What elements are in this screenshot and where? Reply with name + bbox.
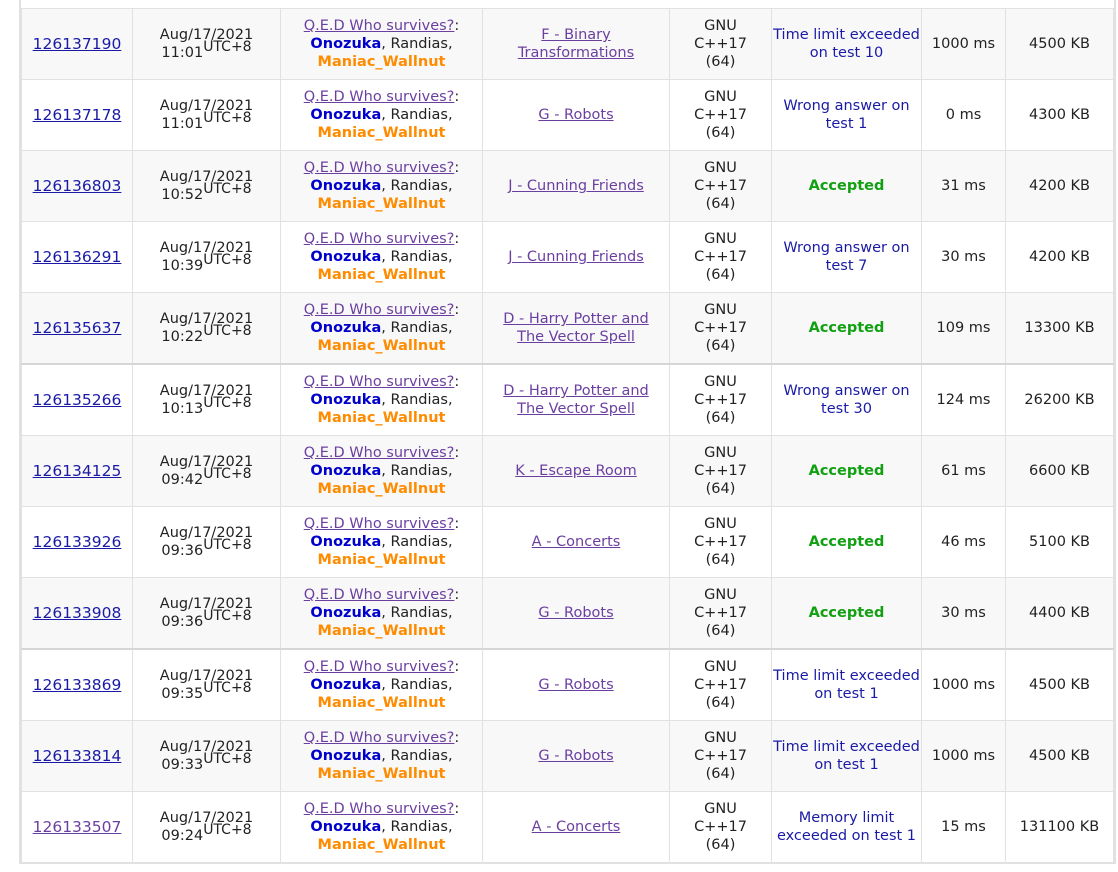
language-bits: (64) — [705, 125, 736, 141]
member-link-maniac-wallnut[interactable]: Maniac_Wallnut — [317, 623, 446, 639]
memory-usage: 131100 KB — [1019, 819, 1100, 835]
member-link-randias[interactable]: Randias, — [390, 249, 453, 265]
submission-id-cell — [22, 80, 133, 151]
submission-date: Aug/17/2021 — [159, 383, 254, 399]
verdict-text: Accepted — [808, 320, 885, 336]
language-bits: (64) — [705, 267, 736, 283]
problem-cell — [483, 222, 670, 293]
language-bits: (64) — [705, 338, 736, 354]
submission-id-cell — [22, 649, 133, 721]
problem-link[interactable]: D - Harry Potter and The Vector Spell — [503, 383, 649, 417]
run-time: 109 ms — [936, 320, 991, 336]
timezone: UTC+8 — [203, 680, 252, 696]
time-cell — [922, 578, 1006, 650]
memory-usage: 4200 KB — [1029, 178, 1090, 194]
timezone: UTC+8 — [203, 110, 252, 126]
verdict-cell — [772, 792, 922, 863]
submission-date: Aug/17/2021 — [159, 668, 254, 684]
run-time: 1000 ms — [931, 748, 996, 764]
member-link-maniac-wallnut[interactable]: Maniac_Wallnut — [317, 837, 446, 853]
submission-time: 09:36 — [161, 543, 204, 559]
member-link-maniac-wallnut[interactable]: Maniac_Wallnut — [317, 196, 446, 212]
submission-id-link[interactable]: 126137178 — [32, 105, 122, 124]
memory-usage: 26200 KB — [1024, 392, 1095, 408]
language-version: C++17 — [694, 36, 747, 52]
submission-time: 09:42 — [161, 472, 204, 488]
member-link-onozuka[interactable]: Onozuka — [310, 249, 382, 265]
member-link-randias[interactable]: Randias, — [390, 534, 453, 550]
language-cell — [670, 9, 772, 80]
member-link-randias[interactable]: Randias, — [390, 178, 453, 194]
timezone: UTC+8 — [203, 537, 252, 553]
time-cell — [922, 80, 1006, 151]
submission-time: 10:22 — [161, 329, 204, 345]
member-link-randias[interactable]: Randias, — [390, 320, 453, 336]
team-link[interactable]: Q.E.D Who survives? — [303, 302, 455, 318]
submission-id-cell — [22, 792, 133, 863]
language-cell — [670, 507, 772, 578]
language-version: C++17 — [694, 463, 747, 479]
member-link-onozuka[interactable]: Onozuka — [310, 605, 382, 621]
timezone: UTC+8 — [203, 822, 252, 838]
language-version: C++17 — [694, 249, 747, 265]
language-cell — [670, 649, 772, 721]
language-bits: (64) — [705, 54, 736, 70]
time-cell — [922, 649, 1006, 721]
language-bits: (64) — [705, 410, 736, 426]
memory-usage: 4300 KB — [1029, 107, 1090, 123]
language-cell — [670, 721, 772, 792]
member-link-onozuka[interactable]: Onozuka — [310, 748, 382, 764]
verdict-text: Wrong answer on test 1 — [783, 98, 910, 132]
member-link-maniac-wallnut[interactable]: Maniac_Wallnut — [317, 481, 446, 497]
verdict-cell — [772, 293, 922, 365]
language-bits: (64) — [705, 695, 736, 711]
who-cell: Q.E.D Who survives?: Onozuka, Randias, Maniac_Wallnut — [281, 151, 483, 222]
problem-link[interactable]: A - Concerts — [531, 819, 621, 835]
verdict-text: Wrong answer on test 7 — [783, 240, 910, 274]
time-cell — [922, 792, 1006, 863]
problem-cell — [483, 293, 670, 365]
team-link[interactable]: Q.E.D Who survives? — [303, 516, 455, 532]
verdict-cell — [772, 649, 922, 721]
submission-date: Aug/17/2021 — [159, 311, 254, 327]
submission-date: Aug/17/2021 — [159, 98, 254, 114]
verdict-text: Accepted — [808, 534, 885, 550]
submission-time: 09:36 — [161, 614, 204, 630]
language-cell — [670, 792, 772, 863]
time-cell — [922, 364, 1006, 436]
language-version: C++17 — [694, 178, 747, 194]
language-cell — [670, 293, 772, 365]
submission-id-link[interactable]: 126136803 — [32, 176, 122, 195]
who-cell: Q.E.D Who survives?: Onozuka, Randias, Maniac_Wallnut — [281, 364, 483, 436]
table-row — [22, 436, 1114, 507]
submission-id-cell — [22, 151, 133, 222]
who-cell: Q.E.D Who survives?: Onozuka, Randias, Maniac_Wallnut — [281, 9, 483, 80]
time-cell — [922, 222, 1006, 293]
language-name: GNU — [704, 302, 737, 318]
member-link-maniac-wallnut[interactable]: Maniac_Wallnut — [317, 125, 446, 141]
memory-usage: 5100 KB — [1029, 534, 1090, 550]
verdict-text: Wrong answer on test 30 — [783, 383, 910, 417]
timezone: UTC+8 — [203, 608, 252, 624]
memory-cell — [1006, 9, 1114, 80]
verdict-cell — [772, 9, 922, 80]
table-row — [22, 222, 1114, 293]
problem-link[interactable]: G - Robots — [538, 605, 614, 621]
member-link-randias[interactable]: Randias, — [390, 107, 453, 123]
timezone: UTC+8 — [203, 181, 252, 197]
member-link-randias[interactable]: Randias, — [390, 463, 453, 479]
member-link-randias[interactable]: Randias, — [390, 748, 453, 764]
table-row — [22, 578, 1114, 650]
language-cell — [670, 436, 772, 507]
submission-time: 10:13 — [161, 401, 204, 417]
submission-time: 10:52 — [161, 187, 204, 203]
language-bits: (64) — [705, 766, 736, 782]
timezone: UTC+8 — [203, 323, 252, 339]
submission-date: Aug/17/2021 — [159, 240, 254, 256]
member-link-maniac-wallnut[interactable]: Maniac_Wallnut — [317, 410, 446, 426]
who-cell: Q.E.D Who survives?: Onozuka, Randias, Maniac_Wallnut — [281, 721, 483, 792]
run-time: 31 ms — [941, 178, 986, 194]
submission-time: 11:01 — [161, 45, 204, 61]
submission-id-link[interactable]: 126135637 — [32, 318, 122, 337]
language-name: GNU — [704, 730, 737, 746]
memory-cell — [1006, 80, 1114, 151]
submission-id-cell — [22, 436, 133, 507]
member-link-randias[interactable]: Randias, — [390, 677, 453, 693]
memory-usage: 4200 KB — [1029, 249, 1090, 265]
when-cell — [133, 222, 281, 293]
who-cell: Q.E.D Who survives?: Onozuka, Randias, Maniac_Wallnut — [281, 649, 483, 721]
who-cell: Q.E.D Who survives?: Onozuka, Randias, Maniac_Wallnut — [281, 222, 483, 293]
member-link-randias[interactable]: Randias, — [390, 36, 453, 52]
language-bits: (64) — [705, 481, 736, 497]
submission-time: 09:33 — [161, 757, 204, 773]
table-row — [22, 364, 1114, 436]
verdict-cell — [772, 151, 922, 222]
time-cell — [922, 293, 1006, 365]
member-link-onozuka[interactable]: Onozuka — [310, 534, 382, 550]
problem-link[interactable]: J - Cunning Friends — [508, 249, 644, 265]
team-link[interactable]: Q.E.D Who survives? — [303, 18, 455, 34]
member-link-onozuka[interactable]: Onozuka — [310, 36, 382, 52]
member-link-maniac-wallnut[interactable]: Maniac_Wallnut — [317, 338, 446, 354]
memory-usage: 13300 KB — [1024, 320, 1095, 336]
when-cell — [133, 649, 281, 721]
memory-usage: 6600 KB — [1029, 463, 1090, 479]
member-link-onozuka[interactable]: Onozuka — [310, 819, 382, 835]
submission-time: 09:24 — [161, 828, 204, 844]
problem-cell — [483, 578, 670, 650]
problem-link[interactable]: J - Cunning Friends — [508, 178, 644, 194]
language-name: GNU — [704, 374, 737, 390]
run-time: 124 ms — [936, 392, 991, 408]
verdict-cell — [772, 222, 922, 293]
table-row — [22, 507, 1114, 578]
verdict-cell — [772, 80, 922, 151]
language-name: GNU — [704, 160, 737, 176]
submission-id-link[interactable]: 126133908 — [32, 603, 122, 622]
team-link[interactable]: Q.E.D Who survives? — [303, 730, 455, 746]
member-link-onozuka[interactable]: Onozuka — [310, 107, 382, 123]
language-bits: (64) — [705, 196, 736, 212]
problem-cell — [483, 792, 670, 863]
submission-id-link[interactable]: 126133507 — [32, 817, 122, 836]
language-bits: (64) — [705, 623, 736, 639]
problem-link[interactable]: G - Robots — [538, 677, 614, 693]
verdict-cell — [772, 507, 922, 578]
problem-link[interactable]: K - Escape Room — [515, 463, 637, 479]
language-name: GNU — [704, 801, 737, 817]
language-name: GNU — [704, 89, 737, 105]
submission-date: Aug/17/2021 — [159, 810, 254, 826]
when-cell — [133, 721, 281, 792]
when-cell — [133, 80, 281, 151]
submission-id-link[interactable]: 126133926 — [32, 532, 122, 551]
verdict-text: Accepted — [808, 605, 885, 621]
problem-cell — [483, 80, 670, 151]
team-link[interactable]: Q.E.D Who survives? — [303, 231, 455, 247]
table-row — [22, 80, 1114, 151]
submission-time: 10:39 — [161, 258, 204, 274]
problem-link[interactable]: F - Binary Transformations — [517, 27, 635, 61]
memory-cell — [1006, 721, 1114, 792]
when-cell — [133, 578, 281, 650]
run-time: 61 ms — [941, 463, 986, 479]
when-cell — [133, 792, 281, 863]
team-link[interactable]: Q.E.D Who survives? — [303, 89, 455, 105]
run-time: 46 ms — [941, 534, 986, 550]
member-link-onozuka[interactable]: Onozuka — [310, 178, 382, 194]
problem-cell — [483, 721, 670, 792]
memory-usage: 4400 KB — [1029, 605, 1090, 621]
team-link[interactable]: Q.E.D Who survives? — [303, 659, 455, 675]
submission-date: Aug/17/2021 — [159, 27, 254, 43]
language-cell — [670, 80, 772, 151]
member-link-onozuka[interactable]: Onozuka — [310, 463, 382, 479]
time-cell — [922, 151, 1006, 222]
submission-id-link[interactable]: 126134125 — [32, 461, 122, 480]
language-version: C++17 — [694, 534, 747, 550]
run-time: 30 ms — [941, 249, 986, 265]
submission-id-link[interactable]: 126135266 — [32, 390, 122, 409]
problem-link[interactable]: D - Harry Potter and The Vector Spell — [503, 311, 649, 345]
problem-cell — [483, 151, 670, 222]
who-cell: Q.E.D Who survives?: Onozuka, Randias, Maniac_Wallnut — [281, 80, 483, 151]
timezone: UTC+8 — [203, 39, 252, 55]
language-cell — [670, 151, 772, 222]
submission-id-cell — [22, 507, 133, 578]
timezone: UTC+8 — [203, 395, 252, 411]
language-name: GNU — [704, 231, 737, 247]
submission-id-cell — [22, 364, 133, 436]
team-link[interactable]: Q.E.D Who survives? — [303, 801, 455, 817]
verdict-text: Accepted — [808, 178, 885, 194]
when-cell — [133, 364, 281, 436]
submission-time: 09:35 — [161, 686, 204, 702]
language-version: C++17 — [694, 677, 747, 693]
problem-cell — [483, 9, 670, 80]
problem-link[interactable]: G - Robots — [538, 107, 614, 123]
verdict-cell — [772, 578, 922, 650]
member-link-maniac-wallnut[interactable]: Maniac_Wallnut — [317, 695, 446, 711]
submission-date: Aug/17/2021 — [159, 454, 254, 470]
member-link-randias[interactable]: Randias, — [390, 819, 453, 835]
verdict-text: Time limit exceeded on test 1 — [773, 668, 920, 702]
when-cell — [133, 507, 281, 578]
verdict-text: Accepted — [808, 463, 885, 479]
when-cell — [133, 293, 281, 365]
time-cell — [922, 436, 1006, 507]
member-link-randias[interactable]: Randias, — [390, 392, 453, 408]
submission-id-link[interactable]: 126137190 — [32, 34, 122, 53]
time-cell — [922, 9, 1006, 80]
language-cell — [670, 222, 772, 293]
who-cell: Q.E.D Who survives?: Onozuka, Randias, Maniac_Wallnut — [281, 792, 483, 863]
language-version: C++17 — [694, 748, 747, 764]
verdict-text: Memory limit exceeded on test 1 — [776, 810, 917, 844]
timezone: UTC+8 — [203, 751, 252, 767]
memory-cell — [1006, 364, 1114, 436]
submission-id-cell — [22, 9, 133, 80]
language-bits: (64) — [705, 552, 736, 568]
run-time: 1000 ms — [931, 677, 996, 693]
language-name: GNU — [704, 587, 737, 603]
language-name: GNU — [704, 659, 737, 675]
table-row — [22, 721, 1114, 792]
member-link-randias[interactable]: Randias, — [390, 605, 453, 621]
submission-id-link[interactable]: 126133814 — [32, 746, 122, 765]
run-time: 0 ms — [945, 107, 982, 123]
language-name: GNU — [704, 445, 737, 461]
memory-usage: 4500 KB — [1029, 36, 1090, 52]
run-time: 15 ms — [941, 819, 986, 835]
problem-link[interactable]: A - Concerts — [531, 534, 621, 550]
table-row — [22, 649, 1114, 721]
verdict-cell — [772, 364, 922, 436]
problem-cell — [483, 507, 670, 578]
table-row — [22, 293, 1114, 365]
submissions-body — [22, 9, 1114, 863]
table-row — [22, 792, 1114, 863]
time-cell — [922, 721, 1006, 792]
submission-id-link[interactable]: 126136291 — [32, 247, 122, 266]
verdict-cell — [772, 721, 922, 792]
memory-usage: 4500 KB — [1029, 677, 1090, 693]
team-link[interactable]: Q.E.D Who survives? — [303, 587, 455, 603]
submission-id-cell — [22, 578, 133, 650]
submissions-table — [21, 8, 1114, 863]
memory-cell — [1006, 436, 1114, 507]
who-cell: Q.E.D Who survives?: Onozuka, Randias, Maniac_Wallnut — [281, 578, 483, 650]
run-time: 30 ms — [941, 605, 986, 621]
problem-cell — [483, 364, 670, 436]
team-link[interactable]: Q.E.D Who survives? — [303, 445, 455, 461]
who-cell: Q.E.D Who survives?: Onozuka, Randias, Maniac_Wallnut — [281, 436, 483, 507]
verdict-cell — [772, 436, 922, 507]
when-cell — [133, 9, 281, 80]
language-name: GNU — [704, 516, 737, 532]
memory-cell — [1006, 578, 1114, 650]
memory-cell — [1006, 293, 1114, 365]
language-version: C++17 — [694, 819, 747, 835]
member-link-maniac-wallnut[interactable]: Maniac_Wallnut — [317, 54, 446, 70]
memory-usage: 4500 KB — [1029, 748, 1090, 764]
submission-id-cell — [22, 293, 133, 365]
run-time: 1000 ms — [931, 36, 996, 52]
team-link[interactable]: Q.E.D Who survives? — [303, 374, 455, 390]
memory-cell — [1006, 507, 1114, 578]
team-link[interactable]: Q.E.D Who survives? — [303, 160, 455, 176]
timezone: UTC+8 — [203, 252, 252, 268]
submission-id-cell — [22, 721, 133, 792]
submission-time: 11:01 — [161, 116, 204, 132]
language-version: C++17 — [694, 320, 747, 336]
who-cell: Q.E.D Who survives?: Onozuka, Randias, Maniac_Wallnut — [281, 293, 483, 365]
table-row — [22, 151, 1114, 222]
submission-date: Aug/17/2021 — [159, 169, 254, 185]
member-link-maniac-wallnut[interactable]: Maniac_Wallnut — [317, 552, 446, 568]
timezone: UTC+8 — [203, 466, 252, 482]
submission-date: Aug/17/2021 — [159, 739, 254, 755]
problem-cell — [483, 436, 670, 507]
member-link-onozuka[interactable]: Onozuka — [310, 320, 382, 336]
verdict-text: Time limit exceeded on test 10 — [773, 27, 920, 61]
submission-id-cell — [22, 222, 133, 293]
who-cell: Q.E.D Who survives?: Onozuka, Randias, Maniac_Wallnut — [281, 507, 483, 578]
memory-cell — [1006, 649, 1114, 721]
verdict-text: Time limit exceeded on test 1 — [773, 739, 920, 773]
submission-date: Aug/17/2021 — [159, 596, 254, 612]
member-link-maniac-wallnut[interactable]: Maniac_Wallnut — [317, 267, 446, 283]
table-row — [22, 9, 1114, 80]
language-version: C++17 — [694, 605, 747, 621]
when-cell — [133, 151, 281, 222]
submission-id-link[interactable]: 126133869 — [32, 675, 122, 694]
submission-date: Aug/17/2021 — [159, 525, 254, 541]
member-link-onozuka[interactable]: Onozuka — [310, 392, 382, 408]
language-version: C++17 — [694, 392, 747, 408]
language-name: GNU — [704, 18, 737, 34]
problem-link[interactable]: G - Robots — [538, 748, 614, 764]
language-version: C++17 — [694, 107, 747, 123]
problem-cell — [483, 649, 670, 721]
memory-cell — [1006, 151, 1114, 222]
memory-cell — [1006, 222, 1114, 293]
member-link-maniac-wallnut[interactable]: Maniac_Wallnut — [317, 766, 446, 782]
when-cell — [133, 436, 281, 507]
language-cell — [670, 364, 772, 436]
member-link-onozuka[interactable]: Onozuka — [310, 677, 382, 693]
language-bits: (64) — [705, 837, 736, 853]
time-cell — [922, 507, 1006, 578]
memory-cell — [1006, 792, 1114, 863]
language-cell — [670, 578, 772, 650]
